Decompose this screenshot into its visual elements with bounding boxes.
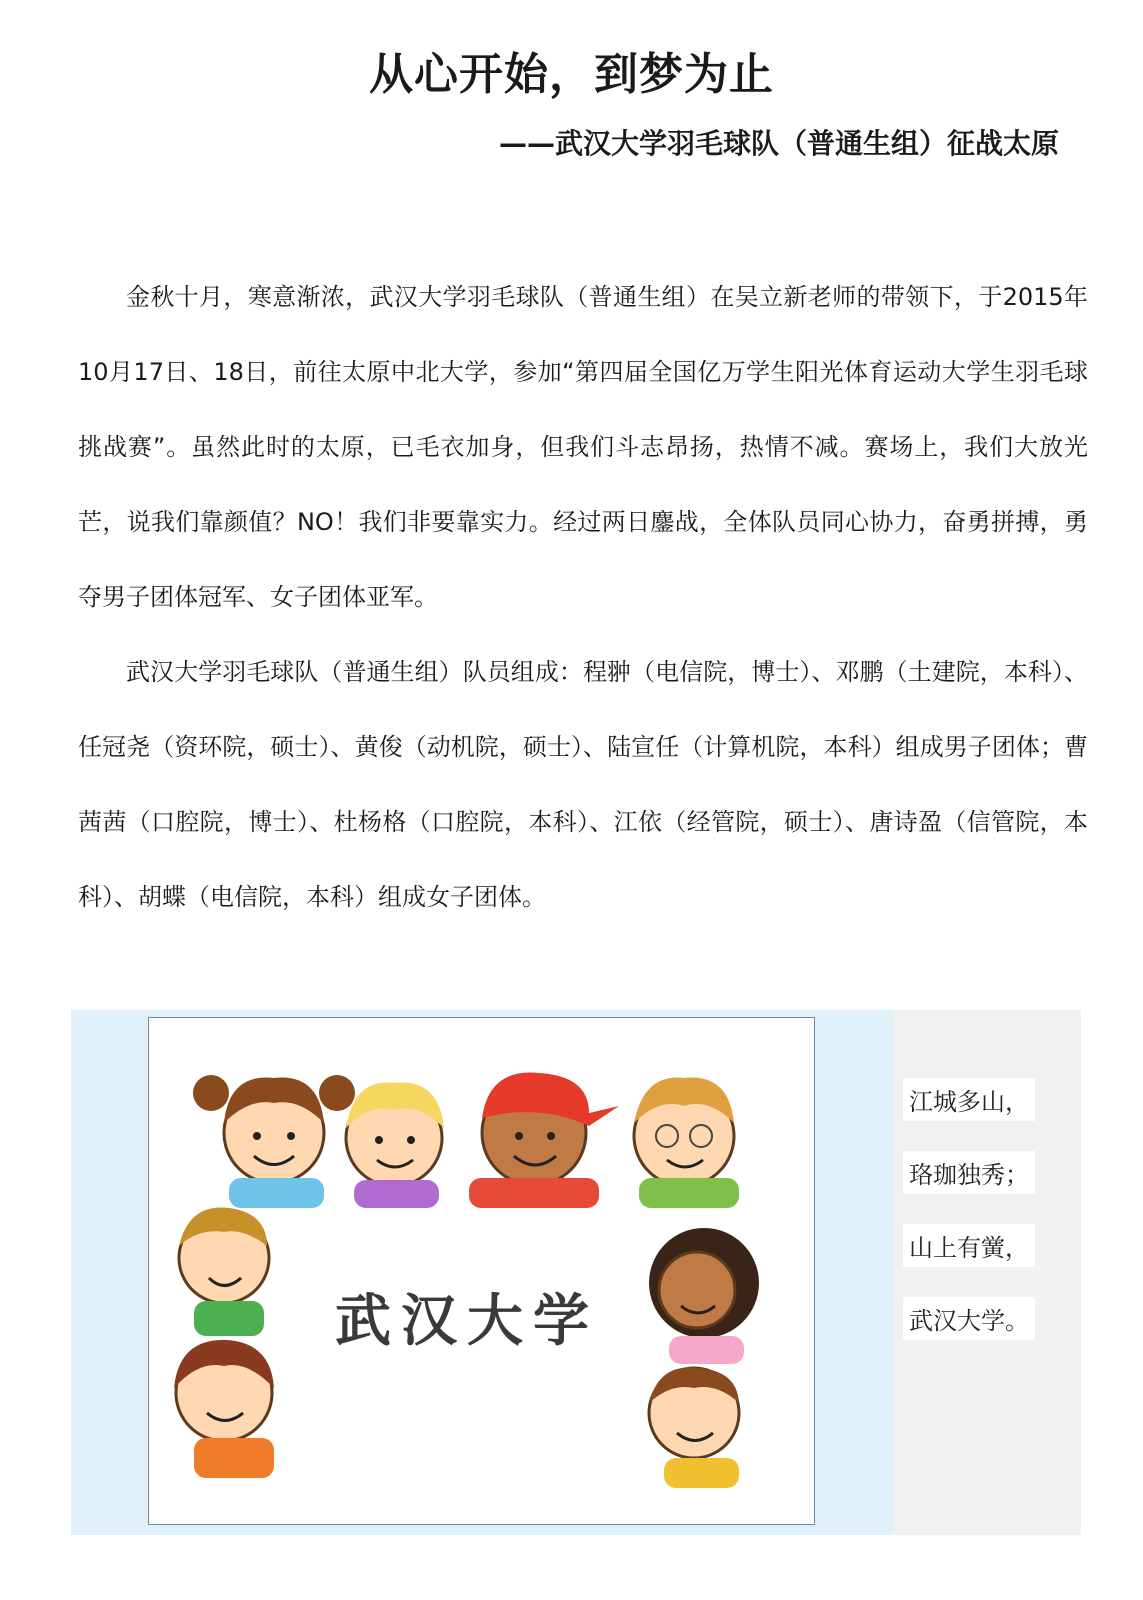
kid-left-boy-icon: [179, 1207, 269, 1336]
illustration-panel: [71, 1010, 893, 1535]
paragraph: 武汉大学羽毛球队（普通生组）队员组成：程翀（电信院，博士）、邓鹏（土建院，本科）、任冠尧（资环院，硕士）、黄俊（动机院，硕士）、陆宣任（计算机院，本科）组成男子团体；曹茜茜（口腔院，博士）、杜杨格（口腔院，本科）、江依（经管院，硕士）、唐诗盈（信管院，本科）、胡蝶（电信院，本科）组成女子团体。: [78, 658, 1088, 911]
page-subtitle: ——武汉大学羽毛球队（普通生组）征战太原: [498, 127, 1059, 160]
paragraph: 金秋十月，寒意渐浓，武汉大学羽毛球队（普通生组）在吴立新老师的带领下，于2015年10月17日、18日，前往太原中北大学，参加“第四届全国亿万学生阳光体育运动大学生羽毛球挑战赛”。虽然此时的太原，已毛衣加身，但我们斗志昂扬，热情不减。赛场上，我们大放光芒，说我们靠颜值？NO！我们非要靠实力。经过两日鏖战，全体队员同心协力，奋勇拼搏，勇夺男子团体冠军、女子团体亚军。: [78, 283, 1088, 611]
article-body: [78, 260, 1088, 935]
poem-panel: [893, 1010, 1081, 1535]
kid-cap-icon: [469, 1073, 619, 1208]
kids-holding-sign-image: [149, 1018, 815, 1525]
poem-line: 山上有黉，: [903, 1224, 1035, 1267]
kid-glasses-icon: [634, 1078, 739, 1208]
poem-line: 武汉大学。: [903, 1297, 1035, 1340]
kid-left-girl-icon: [174, 1340, 274, 1478]
kid-right-curly-icon: [649, 1228, 759, 1364]
kid-blonde-icon: [346, 1083, 444, 1208]
sign-calligraphy-text: 武汉大学: [335, 1288, 599, 1354]
page-title: 从心开始，到梦为止: [369, 49, 774, 100]
poem-line: 江城多山，: [903, 1078, 1035, 1121]
cartoon-kids-illustration: [148, 1017, 815, 1525]
poem-line: 珞珈独秀；: [903, 1151, 1035, 1194]
kid-right-boy-icon: [649, 1367, 739, 1488]
